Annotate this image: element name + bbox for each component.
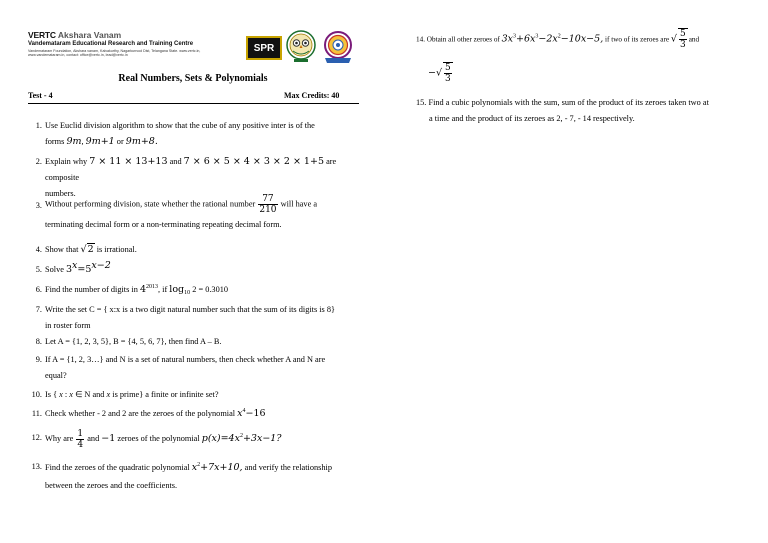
- question-text: Obtain all other zeroes of: [426, 35, 500, 44]
- exponent: 2013: [146, 284, 158, 290]
- exponent: 3: [513, 33, 517, 40]
- question-text: Check whether - 2 and 2 are the zeroes of the polynomial: [45, 409, 236, 418]
- math-expression: 3: [65, 264, 73, 275]
- math-expression: x: [191, 462, 198, 473]
- math-expression: −2x: [538, 33, 558, 45]
- owl-logo-icon: [285, 30, 317, 64]
- radicand: 2: [87, 244, 94, 255]
- fraction: [76, 429, 84, 450]
- question-number: 15.: [416, 98, 427, 107]
- math-variable: x: [106, 390, 111, 399]
- question-text: will have a: [280, 199, 318, 209]
- question-text: and verify the relationship: [244, 463, 332, 472]
- question-number: 2.: [35, 157, 42, 166]
- math-expression: p(x)=4x: [201, 433, 240, 444]
- question-text: numbers.: [45, 189, 76, 198]
- question-text: Why are: [45, 434, 74, 443]
- math-expression: log: [169, 284, 185, 295]
- exponent: x−2: [91, 260, 111, 271]
- question-number: 11.: [31, 409, 42, 418]
- fraction-denominator: 3: [679, 40, 686, 50]
- max-credits: Max Credits: 40: [284, 91, 340, 100]
- fraction: [678, 28, 688, 50]
- question-number: 7.: [35, 305, 42, 314]
- question-text: a time and the product of its zeroes as 2, - 7, - 14 respectively.: [429, 114, 635, 123]
- question-text: Write the set C = { x:x is a two digit natural number such that the sum of its digits is 8}: [45, 305, 335, 314]
- square-root: √ $\frac{5}{3}$: [670, 29, 686, 50]
- math-variable: x: [69, 390, 73, 399]
- question-14-continued: [428, 62, 758, 84]
- fraction-numerator: 5: [445, 63, 451, 73]
- question-text: Find a cubic polynomials with the sum, sum of the product of its zeroes taken two at: [428, 98, 709, 107]
- question-text: are composite: [45, 157, 337, 182]
- question-text: if two of its zeroes are: [605, 35, 670, 44]
- org-full-name: Vandemataram Educational Research and Training Centre: [28, 41, 194, 47]
- exponent: 4: [242, 408, 246, 414]
- org-brand: [28, 30, 121, 40]
- exponent: 2: [239, 433, 243, 439]
- math-expression: 3x: [501, 33, 514, 45]
- question-text: and: [87, 434, 100, 443]
- test-number: Test - 4: [28, 91, 53, 100]
- question-text: Find the zeroes of the quadratic polynomial: [45, 463, 190, 472]
- question-14: [416, 28, 746, 50]
- fraction-numerator: 77: [258, 194, 277, 205]
- math-expression: −: [428, 67, 436, 79]
- question-number: 14.: [416, 35, 425, 44]
- question-13: [28, 459, 358, 495]
- exponent: 2: [197, 462, 201, 468]
- math-expression: 4: [139, 284, 146, 295]
- question-number: 10.: [31, 390, 42, 399]
- org-address: Vandemataram Foundation, Akshara vanam, Kalvakurthy, Nagarkurnool Dist, Telangana State. www.vertc.in, www.vandemataram.in, contact: office@vertc.in, lead@vertc.in: [28, 49, 201, 58]
- fraction-denominator: 210: [259, 205, 277, 215]
- question-text: If A = {1, 2, 3…} and N is a set of natural numbers, then check whether A and N are: [45, 355, 326, 364]
- question-text: 2 = 0.3010: [192, 285, 229, 294]
- question-text: N and: [84, 390, 105, 399]
- question-text: Without performing division, state whether the rational number: [45, 199, 256, 209]
- question-1: 1. Use Euclid division algorithm to show that the cube of any positive inter is of the forms 9m, 9m+1 or 9m+8.: [28, 118, 358, 150]
- question-text: :: [64, 390, 68, 399]
- header: [28, 30, 358, 70]
- question-text: Explain why: [45, 157, 88, 166]
- question-number: 8.: [35, 337, 42, 346]
- question-text: Use Euclid division algorithm to show that the cube of any positive inter is of the: [45, 121, 315, 130]
- math-expression: +7x+10,: [200, 462, 243, 473]
- question-text: equal?: [45, 371, 67, 380]
- question-text: zeroes of the polynomial: [117, 434, 200, 443]
- question-15: [416, 95, 746, 127]
- exponent: 3: [535, 33, 539, 40]
- question-number: 9.: [35, 355, 42, 364]
- question-10: [28, 387, 358, 403]
- question-text: and: [688, 35, 700, 44]
- fraction-numerator: 5: [679, 29, 686, 39]
- math-expression: +3x−1?: [242, 433, 282, 444]
- math-expression: x: [237, 408, 243, 419]
- question-text: Solve: [45, 265, 64, 274]
- math-expression: 9m+1: [85, 136, 115, 147]
- question-number: 6.: [35, 285, 42, 294]
- question-number: 4.: [35, 245, 42, 254]
- question-text: Let A = {1, 2, 3, 5}, B = {4, 5, 6, 7}, then find A – B.: [45, 337, 222, 346]
- question-text: and: [169, 157, 182, 166]
- question-number: 5.: [35, 265, 42, 274]
- question-7: [28, 302, 358, 334]
- question-text: between the zeroes and the coefficients.: [45, 481, 178, 490]
- math-expression: 9m: [66, 136, 82, 147]
- question-5: [28, 262, 358, 278]
- fraction-numerator: 1: [77, 428, 84, 439]
- question-text: or: [116, 137, 124, 146]
- math-expression: +6x: [516, 33, 536, 45]
- math-expression: −10x−5,: [560, 33, 604, 45]
- spr-logo-text: SPR: [253, 42, 275, 54]
- question-number: 3.: [35, 201, 42, 210]
- question-text: in roster form: [45, 321, 91, 330]
- question-text: Show that: [45, 245, 79, 254]
- fraction-denominator: 4: [77, 439, 84, 450]
- math-expression: 7 × 11 × 13+13: [89, 156, 168, 167]
- subscript: 10: [184, 290, 191, 296]
- emblem-seal-icon: [319, 30, 357, 66]
- math-expression: −16: [245, 408, 266, 419]
- math-expression: =: [77, 264, 86, 275]
- math-expression: 7 × 6 × 5 × 4 × 3 × 2 × 1+5: [183, 156, 324, 167]
- question-3: [28, 194, 358, 235]
- math-variable: x: [59, 390, 63, 399]
- math-expression: −1: [101, 433, 116, 444]
- question-8: [28, 334, 358, 350]
- question-number: 1.: [35, 121, 42, 130]
- question-text: is irrational.: [96, 245, 137, 254]
- question-text: forms: [45, 137, 65, 146]
- question-text: is prime} a finite or infinite set?: [112, 390, 219, 399]
- brand-grey: Akshara Vanam: [57, 30, 122, 40]
- question-12: [28, 428, 358, 450]
- question-9: [28, 352, 358, 384]
- question-text: Is {: [45, 390, 58, 399]
- question-6: [28, 282, 358, 298]
- square-root: √ $\frac{5}{3}$: [435, 63, 451, 84]
- question-number: 12.: [31, 433, 42, 442]
- question-text: Find the number of digits in: [45, 285, 138, 294]
- math-expression: 9m+8.: [125, 136, 158, 147]
- math-expression: 5: [85, 264, 92, 275]
- question-text: terminating decimal form or a non-terminating repeating decimal form.: [45, 220, 282, 229]
- header-divider: [28, 103, 359, 104]
- fraction-denominator: 3: [445, 74, 451, 84]
- question-text: , if: [158, 285, 168, 294]
- math-expression: ∈: [75, 390, 83, 399]
- fraction: [443, 62, 453, 84]
- exponent: 2: [557, 33, 561, 40]
- fraction: [258, 194, 277, 215]
- question-number: 13.: [31, 462, 42, 471]
- page-title: Real Numbers, Sets & Polynomials: [118, 73, 268, 84]
- brand-bold: VERTC: [28, 30, 56, 40]
- question-11: [28, 406, 358, 422]
- exponent: x: [72, 260, 78, 271]
- question-4: [28, 242, 358, 258]
- spr-logo: [246, 36, 282, 60]
- square-root: √2: [80, 244, 94, 255]
